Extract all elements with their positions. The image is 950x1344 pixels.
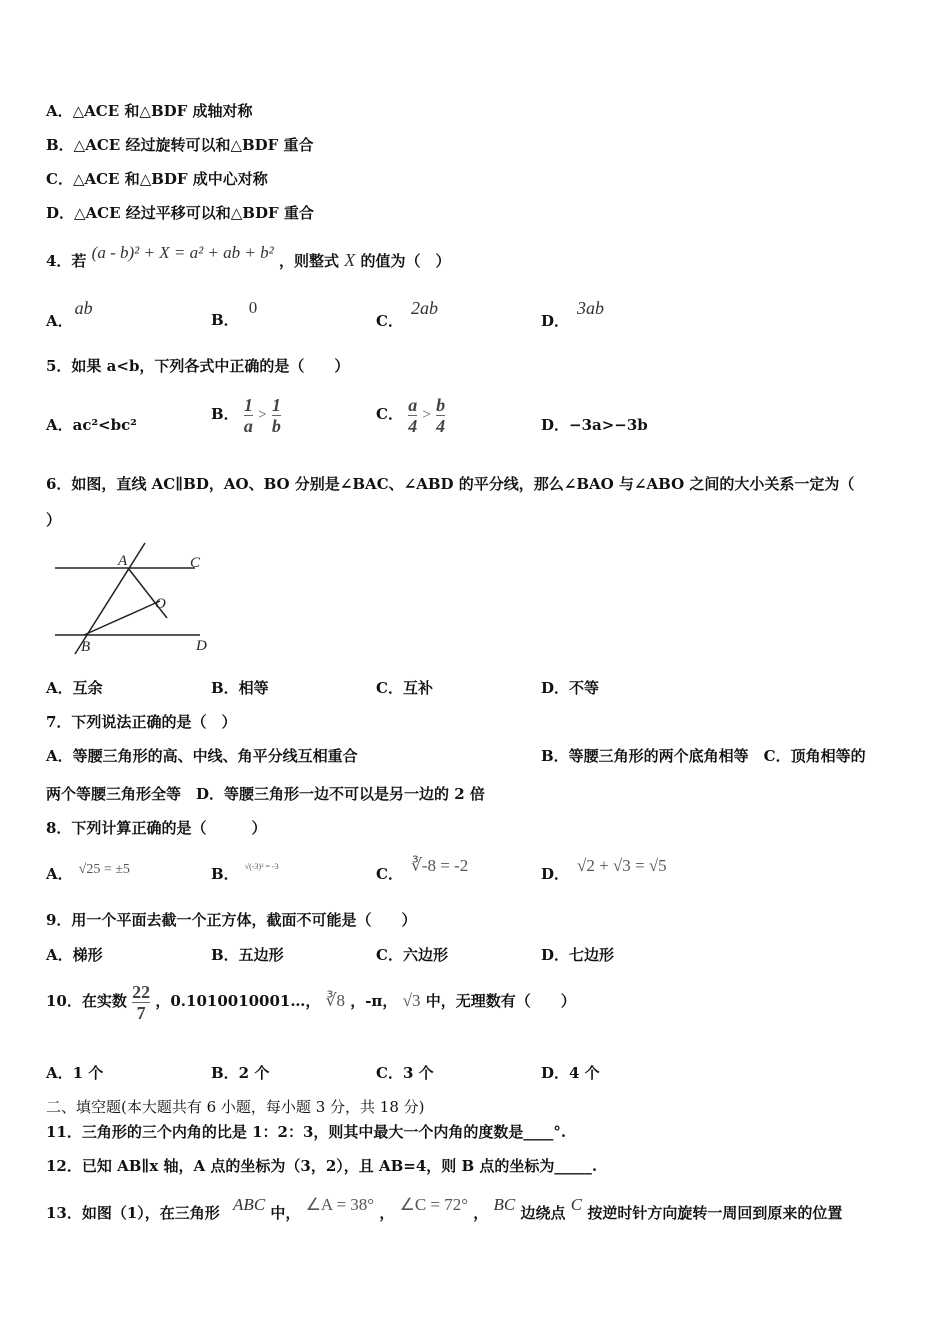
q10-stem: 10．在实数 $\frac{22}{7}$ ，0.1010010001…， ∛8 ，-π， √3 中，无理数有（ ） — [46, 981, 576, 1023]
q5-option-a: A．ac²<bc² — [46, 416, 137, 434]
q8-option-d: D． √2 + √3 = √5 — [541, 856, 667, 883]
q6-option-d: D．不等 — [541, 679, 600, 697]
q6-option-c: C．互补 — [376, 679, 433, 697]
q6-figure — [50, 538, 220, 658]
q5-option-d: D．−3a>−3b — [541, 416, 648, 434]
section-2-heading: 二、填空题(本大题共有 6 小题，每小题 3 分，共 18 分) — [46, 1098, 425, 1116]
q4-option-b: B．0 — [211, 298, 258, 329]
q9-option-a: A．梯形 — [46, 946, 103, 964]
q8-option-b: B． $^{√(-3)^2 = -3}$ — [211, 862, 279, 883]
q6-stem-line2: ） — [46, 511, 62, 529]
q10-option-b: B．2 个 — [211, 1064, 270, 1082]
q7-line2: 两个等腰三角形全等 D．等腰三角形一边不可以是另一边的 2 倍 — [46, 785, 485, 803]
q12: 12．已知 AB∥x 轴，A 点的坐标为（3，2），且 AB=4，则 B 点的坐标为_____. — [46, 1157, 598, 1175]
q5-option-b: B． $\frac{1}{a}$ > $\frac{1}{b}$ — [211, 394, 281, 436]
q4-option-a: A．ab — [46, 298, 93, 330]
label-o: O — [155, 596, 166, 612]
q5-option-c: C． $\frac{a}{4}$ > $\frac{b}{4}$ — [376, 394, 446, 436]
q4-option-c: C．2ab — [376, 298, 438, 330]
q3-option-b: B．△ACE 经过旋转可以和△BDF 重合 — [46, 136, 314, 154]
q10-option-c: C．3 个 — [376, 1064, 434, 1082]
q4-variable: X — [344, 250, 356, 270]
q9-stem: 9．用一个平面去截一个正方体，截面不可能是（ ） — [46, 911, 417, 929]
q9-option-d: D．七边形 — [541, 946, 615, 964]
label-c: C — [190, 555, 201, 571]
q3-option-a: A．△ACE 和△BDF 成轴对称 — [46, 102, 253, 120]
q6-option-b: B．相等 — [211, 679, 269, 697]
q8-option-a: A． √25 = ±5 — [46, 862, 130, 883]
q5-stem: 5．如果 a<b，下列各式中正确的是（ ） — [46, 357, 350, 375]
q11: 11．三角形的三个内角的比是 1：2：3，则其中最大一个内角的度数是____°. — [46, 1123, 567, 1141]
q3-option-d: D．△ACE 经过平移可以和△BDF 重合 — [46, 204, 314, 222]
q8-option-c: C． ∛-8 = -2 — [376, 856, 469, 883]
q4-option-d: D．3ab — [541, 298, 605, 330]
q8-stem: 8．下列计算正确的是（ ） — [46, 819, 267, 837]
q6-option-a: A．互余 — [46, 679, 103, 697]
label-d: D — [196, 638, 207, 654]
q3-option-c: C．△ACE 和△BDF 成中心对称 — [46, 170, 268, 188]
q9-option-b: B．五边形 — [211, 946, 284, 964]
q7-line1a: A．等腰三角形的高、中线、角平分线互相重合 — [46, 747, 358, 765]
q6-stem-line1: 6．如图，直线 AC∥BD，AO、BO 分别是∠BAC、∠ABD 的平分线，那么∠BAO 与∠ABO 之间的大小关系一定为（ — [46, 475, 855, 493]
q4-stem: 4．若 (a - b)² + X = a² + ab + b² ，则整式 X 的值为（ ） — [46, 243, 451, 270]
q7-stem: 7．下列说法正确的是（ ） — [46, 713, 237, 731]
q9-option-c: C．六边形 — [376, 946, 448, 964]
q10-option-d: D．4 个 — [541, 1064, 600, 1082]
label-a: A — [118, 553, 128, 569]
q10-option-a: A．1 个 — [46, 1064, 104, 1082]
label-b: B — [81, 639, 91, 655]
line-bo — [84, 601, 160, 635]
line-transversal — [75, 543, 145, 654]
q4-expression: (a - b)² + X = a² + ab + b² — [91, 243, 274, 262]
q7-line1b: B．等腰三角形的两个底角相等 C．顶角相等的 — [541, 747, 866, 765]
q13-stem: 13．如图（1），在三角形 ABC 中， ∠A = 38° ， ∠C = 72° ， BC 边绕点 C 按逆时针方向旋转一周回到原来的位置 — [46, 1195, 843, 1222]
